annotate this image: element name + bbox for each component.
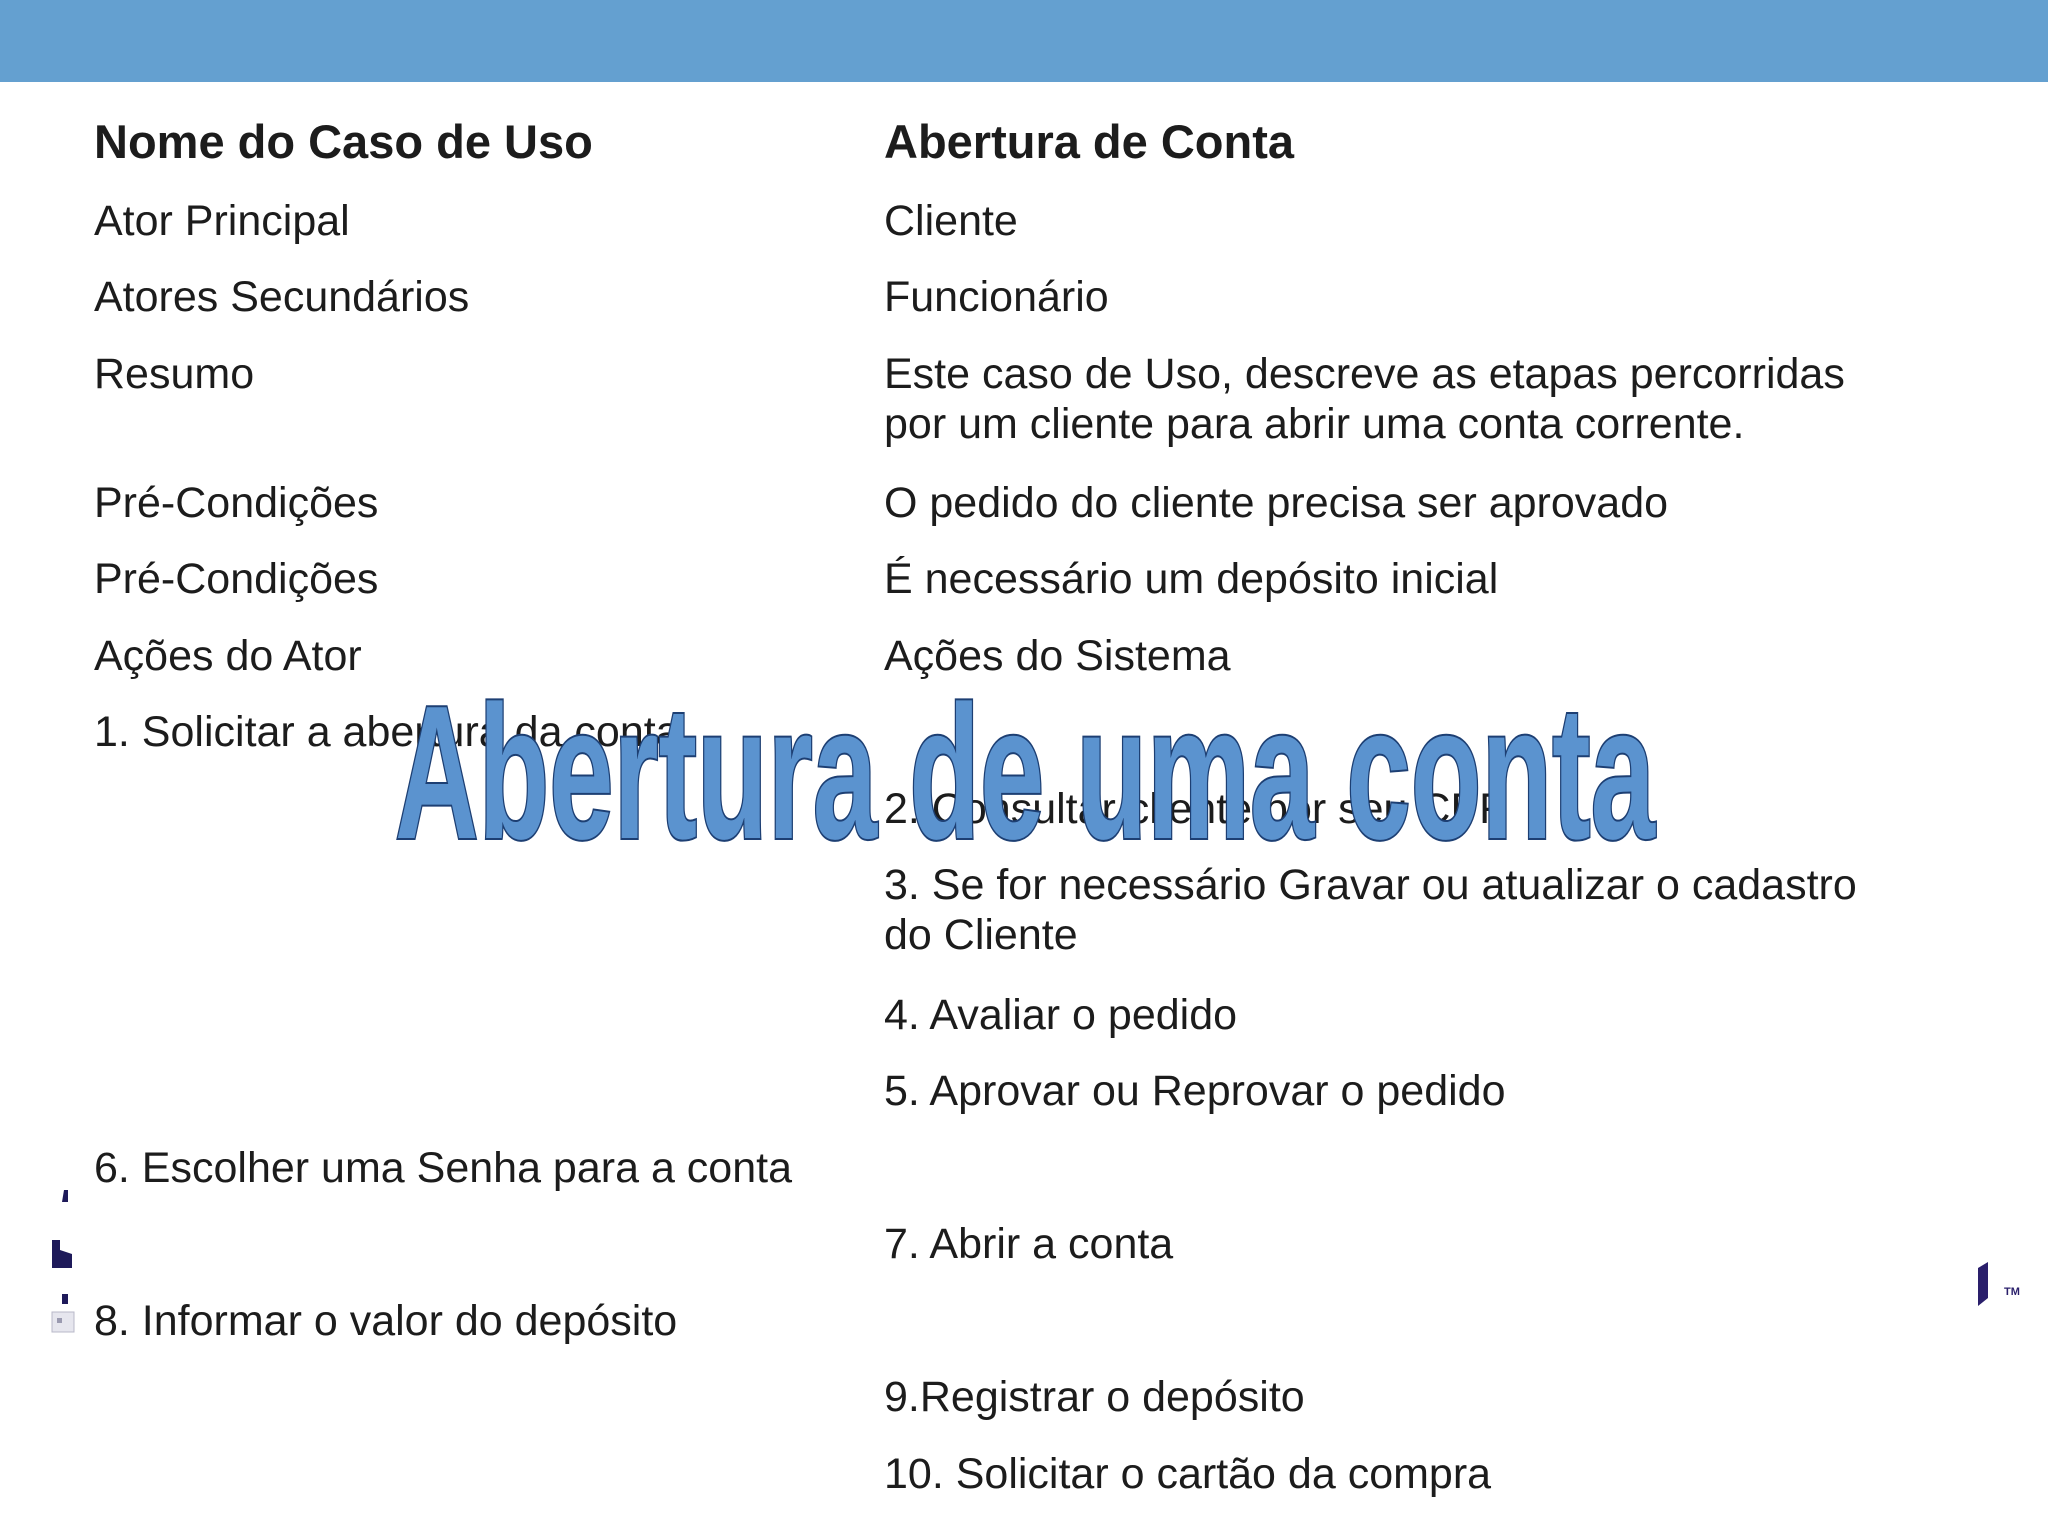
row-label-resumo: Resumo (94, 350, 255, 398)
trademark-text: TM (2004, 1286, 2020, 1298)
step-6: 6. Escolher uma Senha para a conta (94, 1144, 792, 1192)
step-9: 9.Registrar o depósito (884, 1373, 1305, 1421)
step-4: 4. Avaliar o pedido (884, 991, 1238, 1039)
margin-marks-left (48, 1188, 78, 1338)
row-value-ator-principal: Cliente (884, 197, 1018, 245)
table-header-left: Nome do Caso de Uso (94, 115, 593, 168)
step-10: 10. Solicitar o cartão da compra (884, 1450, 1492, 1498)
table-header-right: Abertura de Conta (884, 115, 1294, 168)
row-label-pre-condicoes-2: Pré-Condições (94, 555, 379, 603)
row-label-pre-condicoes-1: Pré-Condições (94, 479, 379, 527)
row-label-atores-secundarios: Atores Secundários (94, 273, 470, 321)
row-value-pre-condicoes-2: É necessário um depósito inicial (884, 555, 1499, 603)
column-heading-acoes-ator: Ações do Ator (94, 632, 362, 680)
step-7: 7. Abrir a conta (884, 1220, 1174, 1268)
step-2: 2. Consultar cliente por seu CPF (884, 785, 1506, 833)
row-value-atores-secundarios: Funcionário (884, 273, 1109, 321)
step-3-line2: do Cliente (884, 911, 1078, 959)
step-3-line1: 3. Se for necessário Gravar ou atualizar o cadastro (884, 861, 1857, 909)
row-label-ator-principal: Ator Principal (94, 197, 350, 245)
wordart-title-text: Abertura de uma conta (395, 667, 1656, 879)
row-value-resumo-line2: por um cliente para abrir uma conta corrente. (884, 400, 1745, 448)
trademark-logo-mark (1974, 1262, 2024, 1312)
row-value-resumo-line1: Este caso de Uso, descreve as etapas percorridas (884, 350, 1845, 398)
step-8: 8. Informar o valor do depósito (94, 1297, 678, 1345)
wordart-title (385, 667, 1665, 879)
step-5: 5. Aprovar ou Reprovar o pedido (884, 1067, 1506, 1115)
column-heading-acoes-sistema: Ações do Sistema (884, 632, 1231, 680)
step-1: 1. Solicitar a abertura da conta (94, 708, 680, 756)
row-value-pre-condicoes-1: O pedido do cliente precisa ser aprovado (884, 479, 1669, 527)
